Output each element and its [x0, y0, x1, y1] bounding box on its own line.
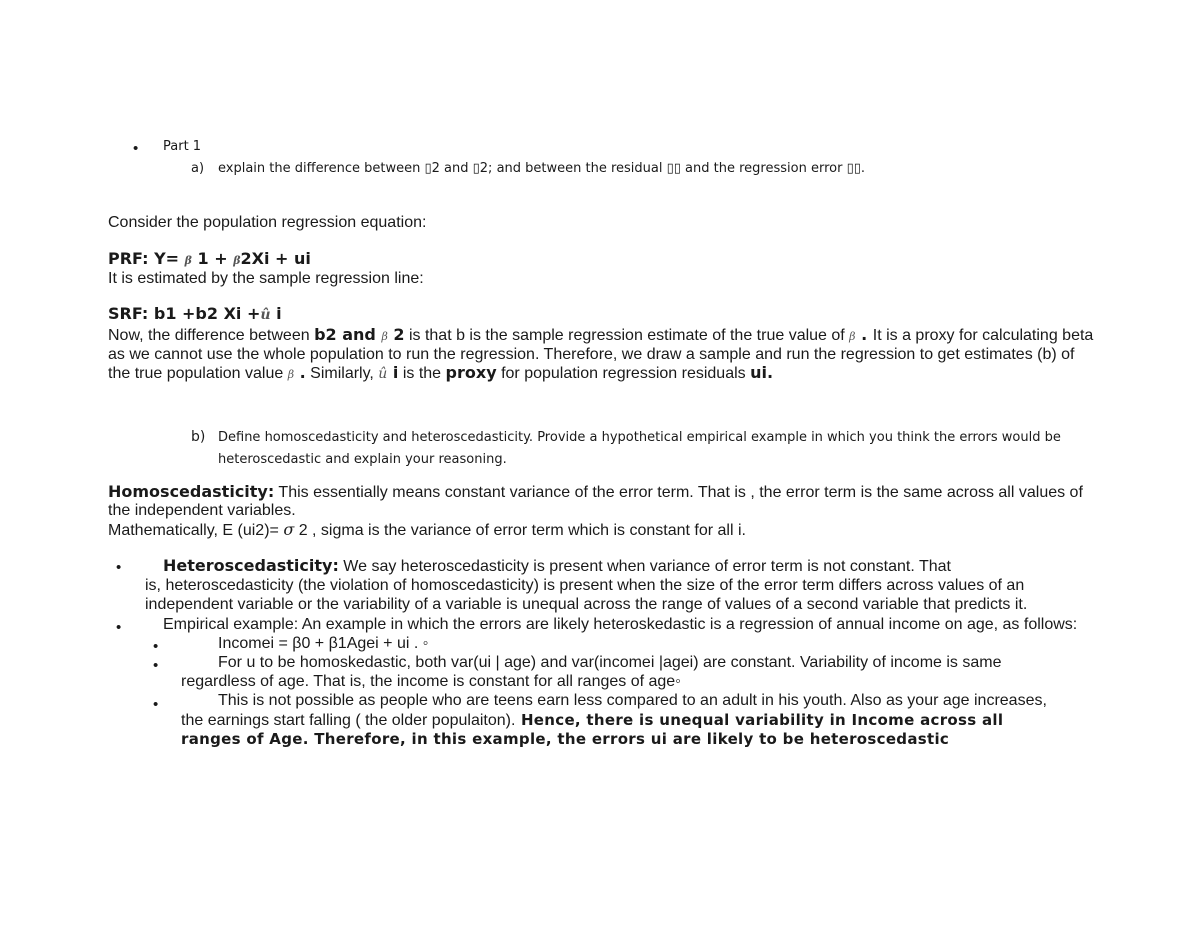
text-run: for population regression residuals: [496, 365, 751, 382]
question-b-line-1: Define homoscedasticity and heteroscedasticity. Provide a hypothetical empirical example in which you think the errors would be: [218, 430, 1061, 445]
question-a-text: explain the difference between ▯2 and ▯2; and between the residual ▯▯ and the regression error ▯▯.: [218, 161, 866, 176]
text-run: Mathematically, E (ui2)=: [108, 522, 284, 539]
now-line-1: [108, 326, 1093, 346]
text-run: i: [387, 363, 399, 382]
prf-tail: 2Xi + ui: [240, 249, 311, 268]
beta-symbol: β: [233, 254, 241, 267]
hetero-line-1: [163, 557, 951, 576]
sub-item-1: Incomei = β0 + β1Agei + ui . ◦: [218, 635, 429, 652]
now-line-3: [108, 364, 773, 384]
beta-symbol: β: [287, 368, 295, 381]
text-run: 2: [387, 325, 405, 344]
sub-item-2: For u to be homoskedastic, both var(ui | age) and var(incomei |agei) are constant. Variability of income is same: [218, 654, 1002, 671]
hetero-line-3: independent variable or the variability of a variable is unequal across the range of values of a second variable that predicts it.: [145, 596, 1028, 613]
hetero-label: Heteroscedasticity:: [163, 556, 339, 575]
text-run: is the: [398, 365, 446, 382]
now-line-2: as we cannot use the whole population to run the regression. Therefore, we draw a sample and run the regression to get estimates (b) of: [108, 346, 1075, 363]
sub-item-3: This is not possible as people who are teens earn less compared to an adult in his youth. Also as your age increases,: [218, 692, 1047, 709]
u-hat-symbol: û: [378, 366, 388, 382]
u-hat-symbol: û: [260, 307, 271, 323]
bullet: •: [116, 559, 122, 576]
beta-symbol: β: [184, 254, 192, 267]
text-run: the earnings start falling ( the older populaiton).: [181, 712, 516, 729]
sub-item-3-conclusion: ranges of Age. Therefore, in this example, the errors ui are likely to be heteroscedastic: [181, 730, 950, 748]
sub-item-3-cont: [181, 711, 1003, 730]
srf-equation: [108, 305, 282, 324]
text-run: b2 and: [314, 325, 382, 344]
sigma-symbol: σ: [283, 520, 295, 539]
homo-line-3: [108, 521, 746, 540]
srf-tail: i: [270, 304, 282, 323]
text-run: 2 , sigma is the variance of error term which is constant for all i.: [294, 522, 746, 539]
srf-label: SRF: b1 +b2 Xi +: [108, 304, 261, 323]
question-marker-b: b): [191, 429, 206, 445]
text-run: Now, the difference between: [108, 327, 315, 344]
text-run: .: [855, 325, 873, 344]
bullet: •: [116, 619, 122, 636]
consider-line: Consider the population regression equation:: [108, 214, 427, 231]
beta-symbol: β: [849, 330, 856, 343]
bullet: •: [133, 140, 139, 157]
homo-line-2: the independent variables.: [108, 502, 296, 519]
text-run: proxy: [445, 363, 497, 382]
text-run: the true population value: [108, 365, 288, 382]
text-run: Similarly,: [305, 365, 379, 382]
bullet: •: [153, 696, 159, 713]
bullet: •: [153, 657, 159, 674]
text-run: .: [294, 363, 306, 382]
beta-symbol: β: [381, 330, 388, 343]
text-run: Hence, there is unequal variability in Income across all: [515, 711, 1004, 729]
question-b-line-2: heteroscedastic and explain your reasoning.: [218, 452, 507, 467]
text-run: ui.: [750, 363, 774, 382]
hetero-line-2: is, heteroscedasticity (the violation of homoscedasticity) is present when the size of the error term differs across values of an: [145, 577, 1025, 594]
estimated-line: It is estimated by the sample regression line:: [108, 270, 424, 287]
prf-label: PRF: Y=: [108, 249, 180, 268]
question-marker-a: a): [191, 161, 205, 176]
text-run: This essentially means constant variance of the error term. That is , the error term is the same across all values of: [274, 484, 1083, 501]
prf-equation: [108, 250, 311, 270]
empirical-line: Empirical example: An example in which the errors are likely heteroskedastic is a regression of annual income on age, as follows:: [163, 616, 1078, 633]
prf-mid: 1 +: [191, 249, 234, 268]
bullet: •: [153, 638, 159, 655]
homo-line-1: [108, 483, 1083, 502]
text-run: It is a proxy for calculating beta: [872, 327, 1094, 344]
text-run: We say heteroscedasticity is present when variance of error term is not constant. That: [338, 558, 951, 575]
part-heading: Part 1: [163, 139, 202, 154]
sub-item-2-cont: regardless of age. That is, the income is constant for all ranges of age◦: [181, 673, 681, 690]
text-run: is that b is the sample regression estimate of the true value of: [404, 327, 850, 344]
homo-label: Homoscedasticity:: [108, 482, 275, 501]
